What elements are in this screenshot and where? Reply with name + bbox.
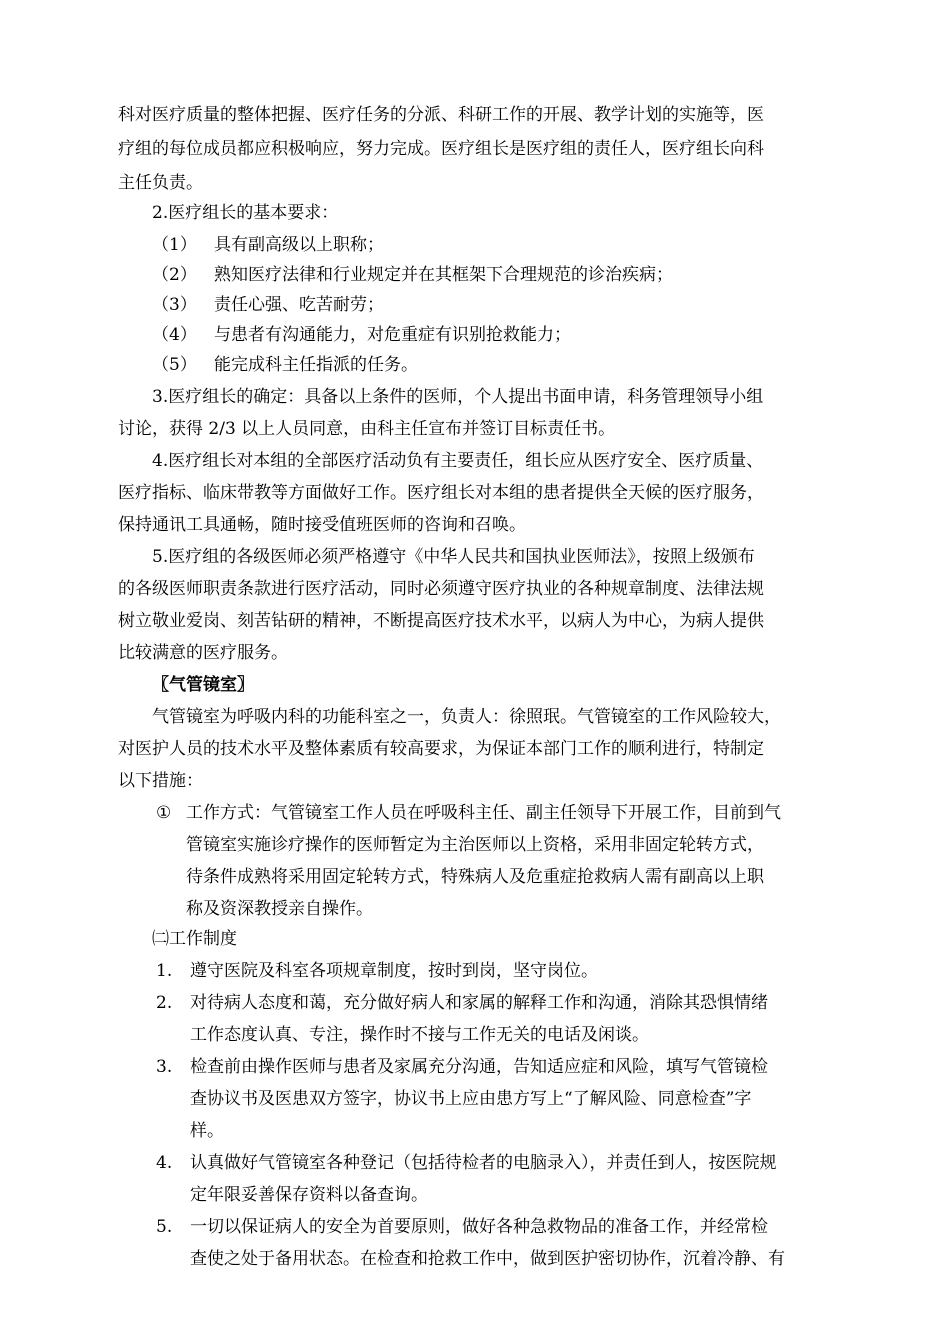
work-mode-line-2: 管镜室实施诊疗操作的医师暂定为主治医师以上资格，采用非固定轮转方式， xyxy=(186,835,764,855)
work-mode-line-4: 称及资深教授亲自操作。 xyxy=(186,899,373,919)
intro-line-2: 疗组的每位成员都应积极响应，努力完成。医疗组长是医疗组的责任人，医疗组长向科 xyxy=(118,139,764,159)
requirement-item xyxy=(152,324,571,346)
requirement-text: 具有副高级以上职称； xyxy=(214,235,384,255)
system-item-line: 查使之处于备用状态。在检查和抢救工作中，做到医护密切协作，沉着冷静、有 xyxy=(190,1249,785,1269)
requirement-item xyxy=(152,294,384,316)
requirement-label: （1） xyxy=(152,235,197,255)
section-intro-line-3: 以下措施： xyxy=(118,771,203,791)
system-item-line: 查协议书及医患双方签字，协议书上应由患方写上“了解风险、同意检查”字 xyxy=(190,1089,752,1109)
system-item-line: 工作态度认真、专注，操作时不接与工作无关的电话及闲谈。 xyxy=(190,1025,649,1045)
system-item-number: 5. xyxy=(156,1217,173,1237)
system-item-line: 认真做好气管镜室各种登记（包括待检者的电脑录入），并责任到人，按医院规 xyxy=(190,1153,777,1173)
system-heading: ㈡工作制度 xyxy=(152,929,237,949)
system-item-line: 遵守医院及科室各项规章制度，按时到岗，坚守岗位。 xyxy=(190,961,598,981)
section-intro-line-1: 气管镜室为呼吸内科的功能科室之一，负责人：徐照珉。气管镜室的工作风险较大， xyxy=(152,707,781,727)
requirement-text: 责任心强、吃苦耐劳； xyxy=(214,295,384,315)
requirement-text: 能完成科主任指派的任务。 xyxy=(214,355,418,375)
system-item-number: 1. xyxy=(156,961,173,981)
requirement-label: （2） xyxy=(152,265,197,285)
system-item-line: 对待病人态度和蔼，充分做好病人和家属的解释工作和沟通，消除其恐惧情绪 xyxy=(190,993,768,1013)
system-item-line: 一切以保证病人的安全为首要原则，做好各种急救物品的准备工作，并经常检 xyxy=(190,1217,768,1237)
requirement-item xyxy=(152,354,418,376)
paragraph-3-line-2: 讨论，获得 2/3 以上人员同意，由科主任宣布并签订目标责任书。 xyxy=(118,419,616,439)
requirement-label: （5） xyxy=(152,355,197,375)
paragraph-5-line-4: 比较满意的医疗服务。 xyxy=(118,643,288,663)
system-item-number: 2. xyxy=(156,993,173,1013)
intro-line-1: 科对医疗质量的整体把握、医疗任务的分派、科研工作的开展、教学计划的实施等，医 xyxy=(118,105,764,125)
intro-line-3: 主任负责。 xyxy=(118,173,203,193)
section-intro-line-2: 对医护人员的技术水平及整体素质有较高要求，为保证本部门工作的顺利进行，特制定 xyxy=(118,739,764,759)
paragraph-4-line-2: 医疗指标、临床带教等方面做好工作。医疗组长对本组的患者提供全天候的医疗服务， xyxy=(118,483,764,503)
paragraph-5-line-1: 5.医疗组的各级医师必须严格遵守《中华人民共和国执业医师法》，按照上级颁布 xyxy=(152,547,755,567)
work-mode-marker: ① xyxy=(156,803,172,823)
requirement-label: （4） xyxy=(152,325,197,345)
paragraph-5-line-2: 的各级医师职责条款进行医疗活动，同时必须遵守医疗执业的各种规章制度、法律法规 xyxy=(118,579,764,599)
work-mode-line-3: 待条件成熟将采用固定轮转方式，特殊病人及危重症抢救病人需有副高以上职 xyxy=(186,867,764,887)
paragraph-3-line-1: 3.医疗组长的确定：具备以上条件的医师，个人提出书面申请，科务管理领导小组 xyxy=(152,387,764,407)
requirement-item xyxy=(152,234,384,256)
work-mode-line-1: 工作方式：气管镜室工作人员在呼吸科主任、副主任领导下开展工作，目前到气 xyxy=(186,803,781,823)
system-item-line: 检查前由操作医师与患者及家属充分沟通，告知适应症和风险，填写气管镜检 xyxy=(190,1057,768,1077)
system-item-line: 样。 xyxy=(190,1121,224,1141)
system-item-line: 定年限妥善保存资料以备查询。 xyxy=(190,1185,428,1205)
requirement-text: 熟知医疗法律和行业规定并在其框架下合理规范的诊治疾病； xyxy=(214,265,673,285)
requirement-text: 与患者有沟通能力，对危重症有识别抢救能力； xyxy=(214,325,571,345)
system-item-number: 3. xyxy=(156,1057,173,1077)
paragraph-4-line-3: 保持通讯工具通畅，随时接受值班医师的咨询和召唤。 xyxy=(118,515,526,535)
requirement-label: （3） xyxy=(152,295,197,315)
requirements-heading: 2.医疗组长的基本要求： xyxy=(152,203,339,223)
system-item-number: 4. xyxy=(156,1153,173,1173)
section-title: 〖气管镜室〗 xyxy=(152,675,254,695)
paragraph-5-line-3: 树立敬业爱岗、刻苦钻研的精神，不断提高医疗技术水平，以病人为中心，为病人提供 xyxy=(118,611,764,631)
requirement-item xyxy=(152,264,673,286)
paragraph-4-line-1: 4.医疗组长对本组的全部医疗活动负有主要责任，组长应从医疗安全、医疗质量、 xyxy=(152,451,764,471)
